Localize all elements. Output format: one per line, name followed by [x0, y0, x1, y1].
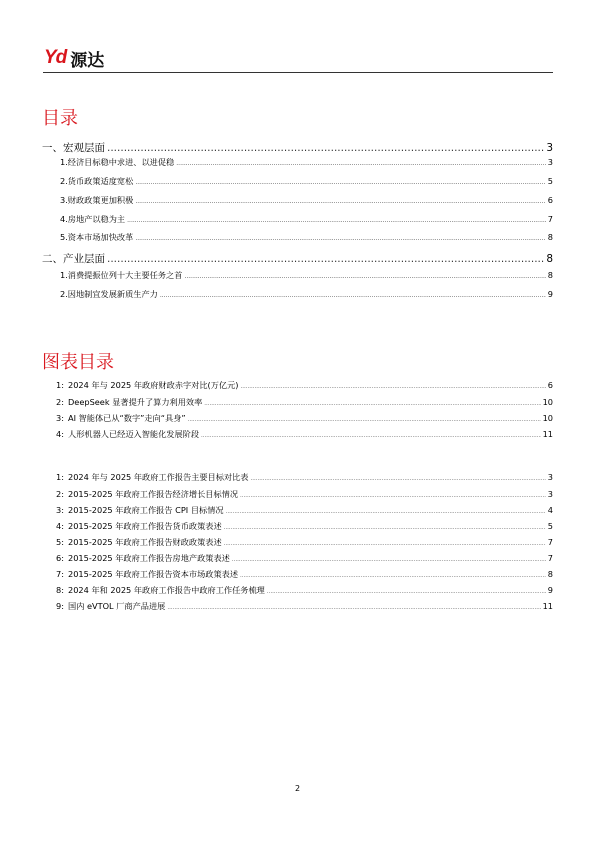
table-entry-page: 7 [547, 537, 553, 547]
figure-entry-number: 2: [56, 397, 64, 407]
toc-title: 目录 [42, 108, 78, 129]
toc-entry-page: 8 [546, 253, 553, 265]
table-entry-label [42, 569, 238, 580]
figure-entry-title: 2024 年与 2025 年政府财政赤字对比(万亿元) [68, 380, 239, 390]
table-entry-title: 2015-2025 年政府工作报告经济增长目标情况 [68, 489, 239, 499]
toc-entry-page: 6 [547, 195, 553, 205]
table-entry-title: 2015-2025 年政府工作报告房地产政策表述 [68, 553, 230, 563]
toc-entry-page: 8 [547, 270, 553, 280]
table-entry-label [42, 489, 238, 500]
figure-entry[interactable] [42, 429, 553, 440]
figure-entry-page: 10 [542, 397, 553, 407]
figure-entry-title: 人形机器人已经迈入智能化发展阶段 [68, 429, 200, 439]
toc-entry-label: 3.财政政策更加积极 [60, 195, 134, 205]
table-entry-number: 8: [56, 585, 64, 595]
dot-leader [107, 253, 544, 265]
dot-leader [250, 476, 545, 482]
figure-entry-label [42, 413, 186, 424]
table-entry-label [42, 521, 222, 532]
figure-entry[interactable] [42, 413, 553, 424]
toc-entry-label: 1.消费提振位列十大主要任务之首 [60, 270, 183, 280]
figure-entry-page: 10 [542, 413, 553, 423]
table-entry[interactable] [42, 521, 553, 532]
table-entry-number: 9: [56, 601, 64, 611]
table-entry-number: 5: [56, 537, 64, 547]
toc-entry[interactable] [60, 289, 553, 300]
table-entry-title: 2015-2025 年政府工作报告 CPI 目标情况 [68, 505, 224, 515]
figure-entry-page: 6 [547, 380, 553, 390]
dot-leader [184, 273, 545, 280]
dot-leader [224, 525, 546, 531]
table-entry-page: 3 [547, 472, 553, 482]
table-entry-page: 8 [547, 569, 553, 579]
toc-entry-page: 8 [547, 232, 553, 242]
toc-entry[interactable] [60, 176, 553, 187]
figure-entry-number: 4: [56, 429, 64, 439]
toc-entry-label: 2.货币政策适度宽松 [60, 176, 134, 186]
dot-leader [167, 605, 540, 611]
figure-entry-label [42, 397, 202, 408]
page-number: 2 [294, 784, 301, 793]
table-entry-title: 2015-2025 年政府工作报告资本市场政策表述 [68, 569, 239, 579]
table-entry-page: 3 [547, 489, 553, 499]
table-entry-title: 2015-2025 年政府工作报告财政政策表述 [68, 537, 222, 547]
table-entry-number: 6: [56, 553, 64, 563]
figure-entry[interactable] [42, 380, 553, 391]
table-entry-title: 国内 eVTOL 厂商产品进展 [68, 601, 166, 611]
dot-leader [226, 509, 546, 515]
dot-leader [188, 417, 541, 423]
table-entry-label [42, 601, 165, 612]
toc-entry[interactable] [60, 232, 553, 243]
header-divider [43, 72, 553, 73]
dot-leader [160, 292, 546, 299]
table-entry[interactable] [42, 601, 553, 612]
figure-entry-number: 3: [56, 413, 64, 423]
table-entry-label [42, 505, 224, 516]
figure-entry-title: AI 智能体已从“数字”走向“具身” [68, 413, 186, 423]
figure-entry-number: 1: [56, 380, 64, 390]
dot-leader [240, 493, 546, 499]
table-entry-number: 1: [56, 472, 64, 482]
logo-text: 源达 [70, 50, 105, 71]
dot-leader [135, 179, 545, 186]
dot-leader [135, 198, 545, 205]
table-entry-number: 7: [56, 569, 64, 579]
toc-entry-label: 2.因地制宜发展新质生产力 [60, 289, 158, 299]
table-entry-label [42, 553, 230, 564]
table-entry-page: 11 [542, 601, 553, 611]
toc-entry[interactable] [60, 270, 553, 281]
table-entry-page: 9 [547, 585, 553, 595]
toc-entry-page: 3 [546, 142, 553, 154]
toc-entry[interactable] [60, 195, 553, 206]
dot-leader [204, 401, 540, 407]
figure-list-title: 图表目录 [42, 352, 114, 373]
dot-leader [240, 573, 546, 579]
table-entry[interactable] [42, 472, 553, 483]
dot-leader [107, 142, 544, 154]
table-entry[interactable] [42, 537, 553, 548]
table-entry[interactable] [42, 569, 553, 580]
table-entry-title: 2015-2025 年政府工作报告货币政策表述 [68, 521, 222, 531]
toc-entry[interactable] [60, 157, 553, 168]
toc-entry-label: 二、产业层面 [42, 253, 105, 265]
dot-leader [267, 589, 546, 595]
table-entry-label [42, 472, 248, 483]
table-entry-number: 4: [56, 521, 64, 531]
figure-entry-label [42, 380, 239, 391]
toc-entry-label: 4.房地产以稳为主 [60, 214, 126, 224]
toc-entry[interactable] [42, 140, 553, 155]
toc-entry[interactable] [60, 214, 553, 225]
table-entry[interactable] [42, 585, 553, 596]
table-entry-number: 3: [56, 505, 64, 515]
dot-leader [127, 217, 546, 224]
dot-leader [201, 433, 541, 439]
company-logo [44, 46, 104, 70]
figure-entry-title: DeepSeek 显著提升了算力利用效率 [68, 397, 203, 407]
toc-entry-page: 7 [547, 214, 553, 224]
table-entry-label [42, 585, 265, 596]
table-entry[interactable] [42, 505, 553, 516]
toc-entry-label: 一、宏观层面 [42, 142, 105, 154]
toc-entry[interactable] [42, 251, 553, 266]
table-entry[interactable] [42, 489, 553, 500]
toc-entry-page: 9 [547, 289, 553, 299]
table-entry-title: 2024 年与 2025 年政府工作报告主要目标对比表 [68, 472, 249, 482]
dot-leader [135, 235, 545, 242]
table-entry-page: 5 [547, 521, 553, 531]
table-entry-title: 2024 年和 2025 年政府工作报告中政府工作任务梳理 [68, 585, 265, 595]
table-entry-number: 2: [56, 489, 64, 499]
toc-entry-label: 5.资本市场加快改革 [60, 232, 134, 242]
table-entry-label [42, 537, 222, 548]
dot-leader [232, 557, 546, 563]
dot-leader [241, 384, 546, 390]
dot-leader [176, 160, 546, 167]
toc-entry-page: 3 [547, 157, 553, 167]
figure-entry-page: 11 [542, 429, 553, 439]
toc-entry-page: 5 [547, 176, 553, 186]
table-entry-page: 4 [547, 505, 553, 515]
figure-entry-label [42, 429, 199, 440]
table-entry[interactable] [42, 553, 553, 564]
dot-leader [224, 541, 546, 547]
toc-entry-label: 1.经济目标稳中求进、以进促稳 [60, 157, 175, 167]
figure-entry[interactable] [42, 397, 553, 408]
table-entry-page: 7 [547, 553, 553, 563]
logo-mark: Yd [44, 47, 67, 68]
